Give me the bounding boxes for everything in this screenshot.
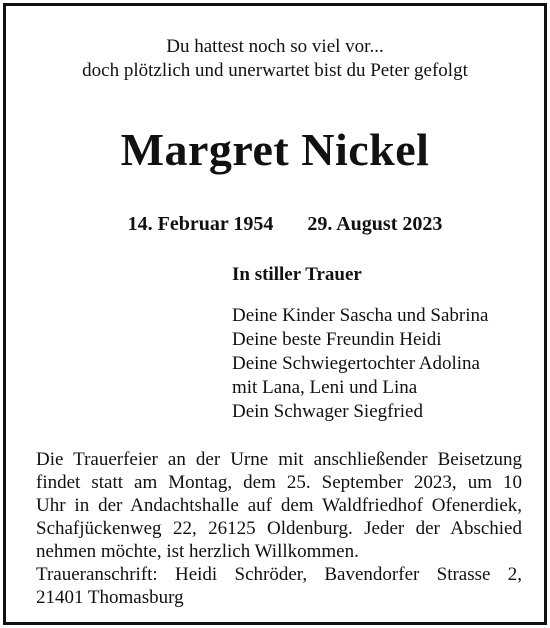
notice-line: Die Trauerfeier an der Urne mit anschließender Beisetzung: [36, 449, 522, 470]
death-date: 29. August 2023: [307, 213, 443, 235]
obituary-notice: [3, 3, 547, 625]
mourner-line: Deine Schwiegertochter Adolina: [232, 353, 480, 374]
funeral-notice-text: [36, 448, 522, 609]
mourner-line: Deine beste Freundin Heidi: [232, 329, 442, 350]
notice-line: Uhr in der Andachtshalle auf dem Waldfriedhof Ofenerdiek,: [36, 495, 522, 516]
birth-date: 14. Februar 1954: [127, 213, 274, 235]
notice-line: 21401 Thomasburg: [36, 587, 184, 608]
life-dates: [6, 185, 544, 263]
deceased-name: Margret Nickel: [120, 124, 430, 175]
mourner-line: Dein Schwager Siegfried: [232, 401, 423, 422]
mourner-line: mit Lana, Leni und Lina: [232, 377, 418, 398]
mourners-block: [232, 262, 488, 424]
memorial-quote-line-1: Du hattest noch so viel vor...: [166, 36, 384, 57]
memorial-quote-line-2: doch plötzlich und unerwartet bist du Peter gefolgt: [82, 60, 468, 81]
notice-line: findet statt am Montag, dem 25. September 2023, um 10: [36, 472, 522, 493]
mourners-list: [232, 304, 488, 424]
notice-line: Schafjückenweg 22, 26125 Oldenburg. Jeder der Abschied: [36, 518, 522, 539]
mourners-heading: In stiller Trauer: [232, 264, 362, 285]
notice-line: nehmen möchte, ist herzlich Willkommen.: [36, 541, 359, 562]
mourner-line: Deine Kinder Sascha und Sabrina: [232, 305, 489, 326]
notice-line: Traueranschrift: Heidi Schröder, Bavendorfer Strasse 2,: [36, 564, 522, 585]
